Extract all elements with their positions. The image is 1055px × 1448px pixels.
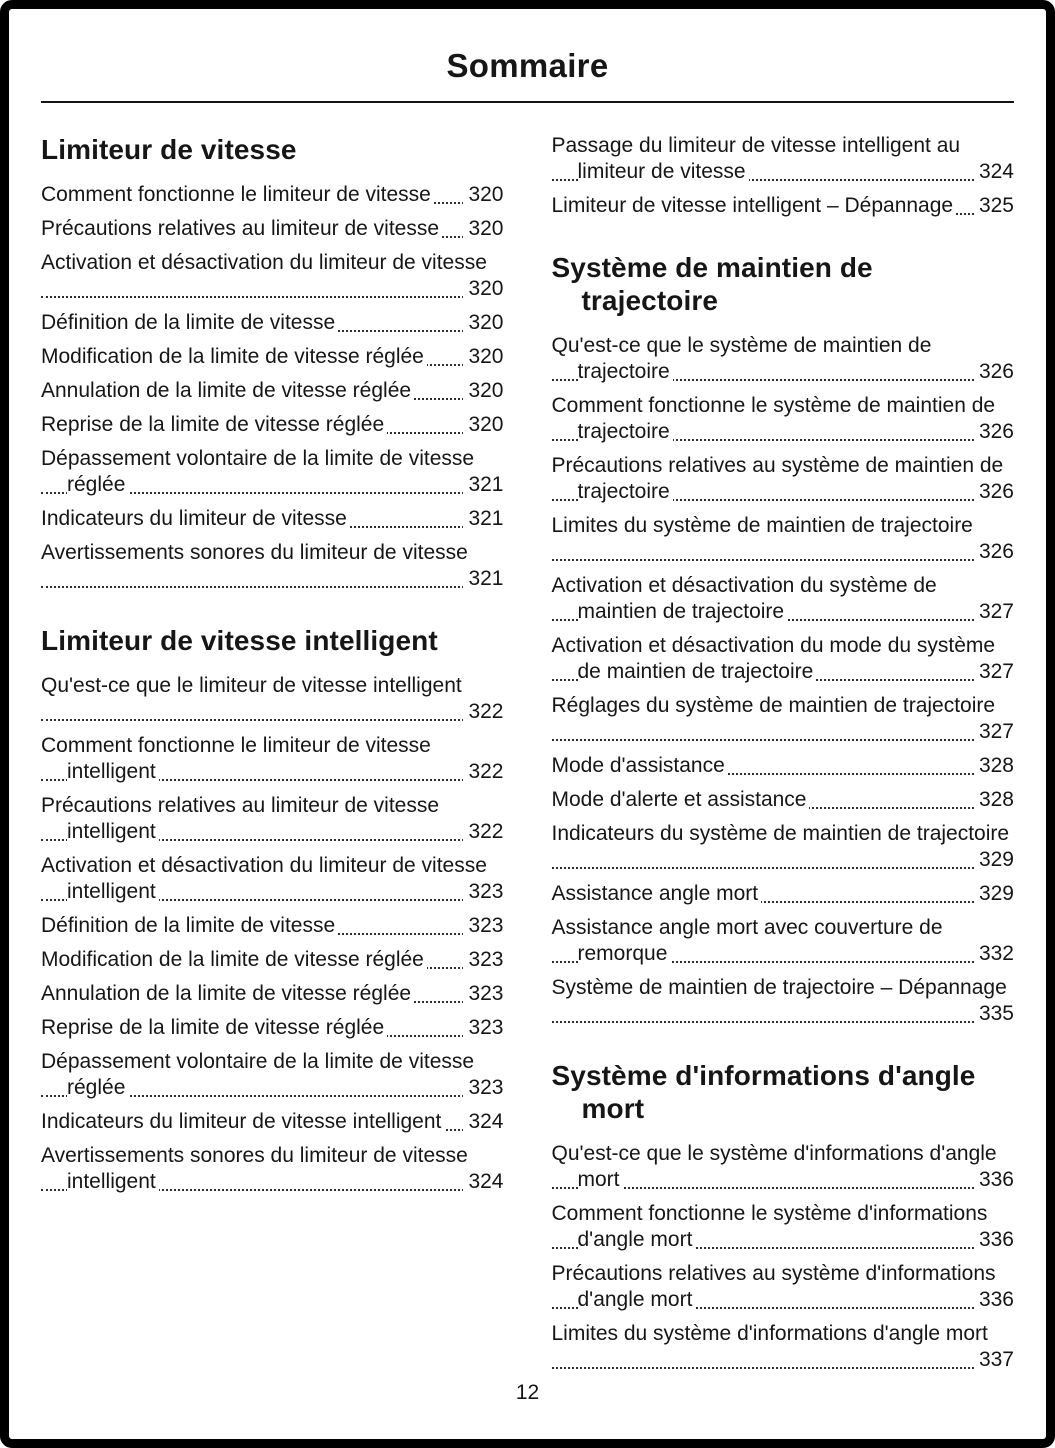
toc-entry: [552, 193, 1015, 219]
toc-entry: [552, 881, 1015, 907]
toc-entry-page: 320: [463, 182, 503, 208]
dot-leader: [673, 437, 729, 438]
toc-entry: [41, 216, 504, 242]
section-heading: Limiteur de vitesse intelligent: [41, 625, 438, 656]
dot-leader: [67, 584, 123, 585]
toc-entry: [41, 1143, 504, 1195]
toc-entry-page: 335: [974, 1001, 1014, 1027]
dot-leader: [159, 1187, 215, 1188]
toc-entry: [552, 787, 1015, 813]
toc-entry: [552, 133, 1015, 185]
dot-leader: [159, 777, 215, 778]
toc-entry-title: Avertissements sonores du limiteur de vitesse: [41, 538, 471, 567]
dot-leader: [159, 837, 215, 838]
toc-entry-title: Reprise de la limite de vitesse réglée: [41, 1013, 387, 1042]
toc-entry: [41, 913, 504, 939]
toc-entry-page: 329: [974, 881, 1014, 907]
dot-leader: [159, 897, 215, 898]
dot-leader: [728, 771, 784, 772]
toc-entry-page: 321: [463, 506, 503, 532]
toc-entry-title: Qu'est-ce que le système de maintien de trajectoire: [552, 331, 932, 386]
toc-entry: [552, 1261, 1015, 1313]
toc-entry-title: Passage du limiteur de vitesse intelligent au limiteur de vitesse: [552, 131, 961, 186]
dot-leader: [387, 430, 443, 431]
toc-entry: [41, 853, 504, 905]
toc-entry-page: 323: [463, 947, 503, 973]
toc-entry-title: Annulation de la limite de vitesse réglée: [41, 376, 414, 405]
toc-entry-page: 336: [974, 1227, 1014, 1253]
dot-leader: [578, 865, 634, 866]
dot-leader: [350, 524, 406, 525]
toc-entry-title: Qu'est-ce que le système d'informations d'angle mort: [552, 1139, 997, 1194]
toc-entry-title: Assistance angle mort: [552, 879, 762, 908]
toc-entry-page: 329: [974, 847, 1014, 873]
toc-entry-page: 336: [974, 1167, 1014, 1193]
toc-entry: [41, 793, 504, 845]
toc-entry-page: 320: [463, 412, 503, 438]
toc-entry-page: 336: [974, 1287, 1014, 1313]
toc-entry: [552, 1141, 1015, 1193]
dot-leader: [414, 396, 470, 397]
dot-leader: [761, 899, 817, 900]
toc-entry: [41, 446, 504, 498]
toc-entry: [552, 573, 1015, 625]
dot-leader: [578, 1365, 634, 1366]
toc-column-right: [552, 133, 1015, 1381]
toc-entry-title: Précautions relatives au limiteur de vitesse intelligent: [41, 791, 439, 846]
toc-entry-title: Précautions relatives au limiteur de vitesse: [41, 214, 442, 243]
toc-entry-title: Comment fonctionne le système de maintien de trajectoire: [552, 391, 996, 446]
toc-entry: [41, 344, 504, 370]
toc-entry-title: Dépassement volontaire de la limite de vitesse réglée: [41, 444, 474, 499]
toc-entry-page: 326: [974, 479, 1014, 505]
toc-entry: [41, 1049, 504, 1101]
dot-leader: [816, 677, 872, 678]
toc-entry: [41, 540, 504, 592]
toc-entry-title: Comment fonctionne le limiteur de vitesse: [41, 180, 434, 209]
toc-entry-title: Activation et désactivation du limiteur de vitesse intelligent: [41, 851, 487, 906]
toc-entry: [552, 753, 1015, 779]
toc-entry-title: Reprise de la limite de vitesse réglée: [41, 410, 387, 439]
toc-entry-page: 328: [974, 753, 1014, 779]
toc-entry: [552, 821, 1015, 873]
dot-leader: [787, 617, 843, 618]
toc-entry-title: Comment fonctionne le limiteur de vitesse intelligent: [41, 731, 431, 786]
toc-entry-title: Assistance angle mort avec couverture de remorque: [552, 913, 943, 968]
toc-entry-page: 337: [974, 1347, 1014, 1373]
toc-entry-title: Précautions relatives au système d'informations d'angle mort: [552, 1259, 996, 1314]
toc-entry-title: Indicateurs du limiteur de vitesse: [41, 504, 350, 533]
section-heading: Système de maintien de trajectoire: [551, 252, 873, 316]
toc-entry-page: 328: [974, 787, 1014, 813]
toc-entry-title: Activation et désactivation du système de maintien de trajectoire: [552, 571, 937, 626]
toc-entry-page: 323: [463, 913, 503, 939]
dot-leader: [695, 1305, 751, 1306]
toc-entry: [552, 975, 1015, 1027]
toc-column-left: [41, 133, 504, 1381]
toc-entry-title: Annulation de la limite de vitesse réglée: [41, 979, 414, 1008]
dot-leader: [338, 931, 394, 932]
dot-leader: [670, 959, 726, 960]
toc-columns: [41, 133, 1014, 1381]
toc-entry-page: 323: [463, 981, 503, 1007]
dot-leader: [673, 497, 729, 498]
toc-entry-page: 326: [974, 419, 1014, 445]
toc-entry: [552, 453, 1015, 505]
dot-leader: [749, 177, 805, 178]
dot-leader: [128, 490, 184, 491]
toc-entry: [41, 506, 504, 532]
toc-entry-page: 320: [463, 378, 503, 404]
dot-leader: [695, 1245, 751, 1246]
toc-entry-page: 322: [463, 819, 503, 845]
dot-leader: [67, 717, 123, 718]
toc-entry-page: 332: [974, 941, 1014, 967]
toc-entry: [552, 1201, 1015, 1253]
dot-leader: [67, 294, 123, 295]
toc-entry-page: 320: [463, 216, 503, 242]
toc-entry: [41, 310, 504, 336]
dot-leader: [578, 737, 634, 738]
toc-entry-page: 322: [463, 759, 503, 785]
toc-entry-page: 327: [974, 599, 1014, 625]
toc-entry-title: Avertissements sonores du limiteur de vitesse intelligent: [41, 1141, 468, 1196]
toc-entry-page: 324: [463, 1109, 503, 1135]
toc-entry-title: Modification de la limite de vitesse réglée: [41, 342, 427, 371]
toc-entry-title: Dépassement volontaire de la limite de vitesse réglée: [41, 1047, 474, 1102]
toc-entry: [41, 947, 504, 973]
toc-entry-title: Précautions relatives au système de maintien de trajectoire: [552, 451, 1004, 506]
toc-entry-page: 323: [463, 1075, 503, 1101]
dot-leader: [414, 999, 470, 1000]
toc-entry: [41, 378, 504, 404]
toc-entry-page: 323: [463, 1015, 503, 1041]
toc-entry: [552, 333, 1015, 385]
toc-entry-title: Activation et désactivation du limiteur de vitesse: [41, 248, 490, 277]
dot-leader: [578, 1019, 634, 1020]
toc-entry-title: Indicateurs du système de maintien de trajectoire: [552, 819, 1013, 848]
toc-entry-page: 323: [463, 879, 503, 905]
toc-entry-page: 320: [463, 344, 503, 370]
toc-entry-title: Réglages du système de maintien de trajectoire: [552, 691, 999, 720]
toc-entry-page: 320: [463, 310, 503, 336]
toc-entry-title: Mode d'assistance: [552, 751, 728, 780]
dot-leader: [387, 1033, 443, 1034]
toc-entry: [552, 1321, 1015, 1373]
toc-entry: [41, 733, 504, 785]
toc-entry-title: Limites du système de maintien de trajectoire: [552, 511, 976, 540]
toc-entry: [41, 182, 504, 208]
toc-entry-page: 322: [463, 699, 503, 725]
page-number: 12: [515, 1381, 540, 1404]
toc-entry: [41, 673, 504, 725]
title-divider: [41, 101, 1014, 103]
dot-leader: [809, 805, 865, 806]
toc-entry: [552, 513, 1015, 565]
toc-entry: [41, 981, 504, 1007]
toc-entry: [552, 693, 1015, 745]
page-title: Sommaire: [446, 47, 609, 84]
toc-entry-page: 325: [974, 193, 1014, 219]
toc-entry-title: Définition de la limite de vitesse: [41, 911, 338, 940]
toc-entry-title: Modification de la limite de vitesse réglée: [41, 945, 427, 974]
toc-entry-title: Système de maintien de trajectoire – Dépannage: [552, 973, 1010, 1002]
toc-entry: [41, 412, 504, 438]
toc-entry-page: 320: [463, 276, 503, 302]
toc-entry-page: 327: [974, 719, 1014, 745]
dot-leader: [623, 1185, 679, 1186]
toc-entry-page: 321: [463, 472, 503, 498]
toc-entry: [552, 915, 1015, 967]
section-heading: Système d'informations d'angle mort: [551, 1060, 976, 1124]
dot-leader: [673, 377, 729, 378]
toc-entry: [41, 250, 504, 302]
toc-entry-title: Comment fonctionne le système d'informations d'angle mort: [552, 1199, 988, 1254]
toc-entry-title: Définition de la limite de vitesse: [41, 308, 338, 337]
toc-entry-title: Mode d'alerte et assistance: [552, 785, 810, 814]
dot-leader: [338, 328, 394, 329]
toc-entry-page: 321: [463, 566, 503, 592]
dot-leader: [128, 1093, 184, 1094]
toc-entry-title: Limites du système d'informations d'angle mort: [552, 1319, 991, 1348]
toc-entry-page: 324: [974, 159, 1014, 185]
toc-entry: [552, 633, 1015, 685]
toc-entry: [41, 1109, 504, 1135]
section-heading: Limiteur de vitesse: [41, 134, 297, 165]
toc-entry-page: 327: [974, 659, 1014, 685]
toc-entry-title: Activation et désactivation du mode du système de maintien de trajectoire: [552, 631, 996, 686]
dot-leader: [578, 557, 634, 558]
toc-entry-title: Limiteur de vitesse intelligent – Dépannage: [552, 191, 957, 220]
toc-entry-page: 326: [974, 539, 1014, 565]
toc-entry: [41, 1015, 504, 1041]
toc-entry-page: 324: [463, 1169, 503, 1195]
toc-entry: [552, 393, 1015, 445]
toc-entry-page: 326: [974, 359, 1014, 385]
toc-entry-title: Indicateurs du limiteur de vitesse intelligent: [41, 1107, 444, 1136]
toc-entry-title: Qu'est-ce que le limiteur de vitesse intelligent: [41, 671, 465, 700]
